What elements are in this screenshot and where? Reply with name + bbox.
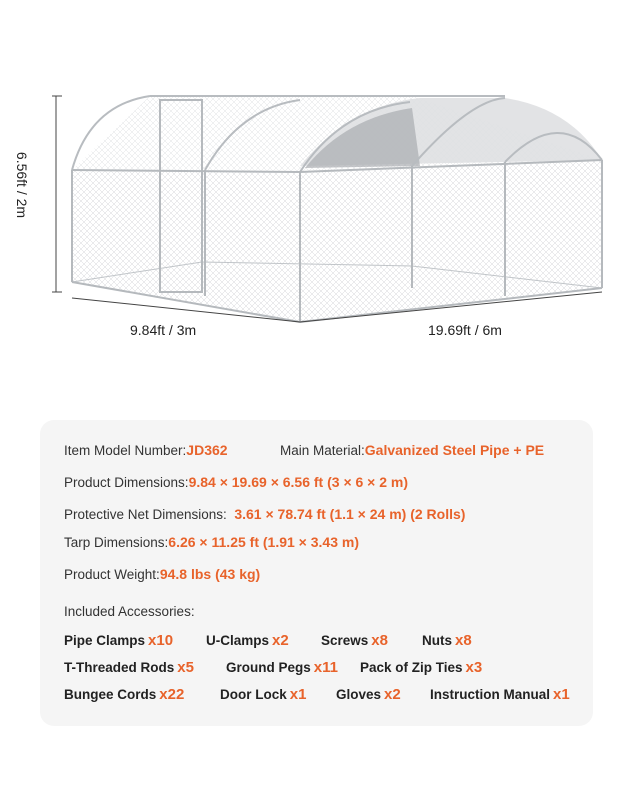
height-dimension-label: 6.56ft / 2m	[14, 151, 30, 219]
chicken-coop-image	[0, 0, 640, 360]
model-number-label: Item Model Number:	[64, 443, 187, 458]
tarp-dimensions-label: Tarp Dimensions:	[64, 535, 169, 550]
accessory-item: Instruction Manual x1	[430, 686, 570, 703]
length-dimension-label: 19.69ft / 6m	[428, 322, 502, 338]
material-value: Galvanized Steel Pipe + PE	[364, 442, 545, 458]
accessory-item: Screws x8	[321, 632, 388, 649]
accessories-title: Included Accessories:	[64, 604, 195, 619]
material-row	[280, 442, 544, 458]
accessory-item: T-Threaded Rods x5	[64, 659, 194, 676]
accessory-item: Bungee Cords x22	[64, 686, 185, 703]
width-dimension-label: 9.84ft / 3m	[130, 322, 197, 338]
weight-label: Product Weight:	[64, 567, 160, 582]
weight-row	[64, 566, 260, 582]
weight-value: 94.8 lbs (43 kg)	[159, 566, 261, 582]
net-dimensions-value: 3.61 × 78.74 ft (1.1 × 24 m) (2 Rolls)	[234, 506, 466, 522]
product-dimensions-value: 9.84 × 19.69 × 6.56 ft (3 × 6 × 2 m)	[188, 474, 409, 490]
accessory-item: Door Lock x1	[220, 686, 307, 703]
tarp-dimensions-row	[64, 534, 359, 550]
accessory-item: Pack of Zip Ties x3	[360, 659, 483, 676]
tarp-dimensions-value: 6.26 × 11.25 ft (1.91 × 3.43 m)	[168, 534, 359, 550]
accessory-item: Gloves x2	[336, 686, 401, 703]
accessory-item: Pipe Clamps x10	[64, 632, 174, 649]
net-dimensions-label: Protective Net Dimensions:	[64, 507, 227, 522]
accessory-item: Ground Pegs x11	[226, 659, 338, 676]
product-dimensions-row	[64, 474, 408, 490]
specifications-card	[40, 420, 593, 726]
accessory-item: U-Clamps x2	[206, 632, 289, 649]
model-number-row	[64, 442, 228, 458]
accessory-item: Nuts x8	[422, 632, 472, 649]
net-dimensions-row	[64, 506, 465, 522]
product-dimensions-label: Product Dimensions:	[64, 475, 189, 490]
model-number-value: JD362	[186, 442, 228, 458]
material-label: Main Material:	[280, 443, 365, 458]
